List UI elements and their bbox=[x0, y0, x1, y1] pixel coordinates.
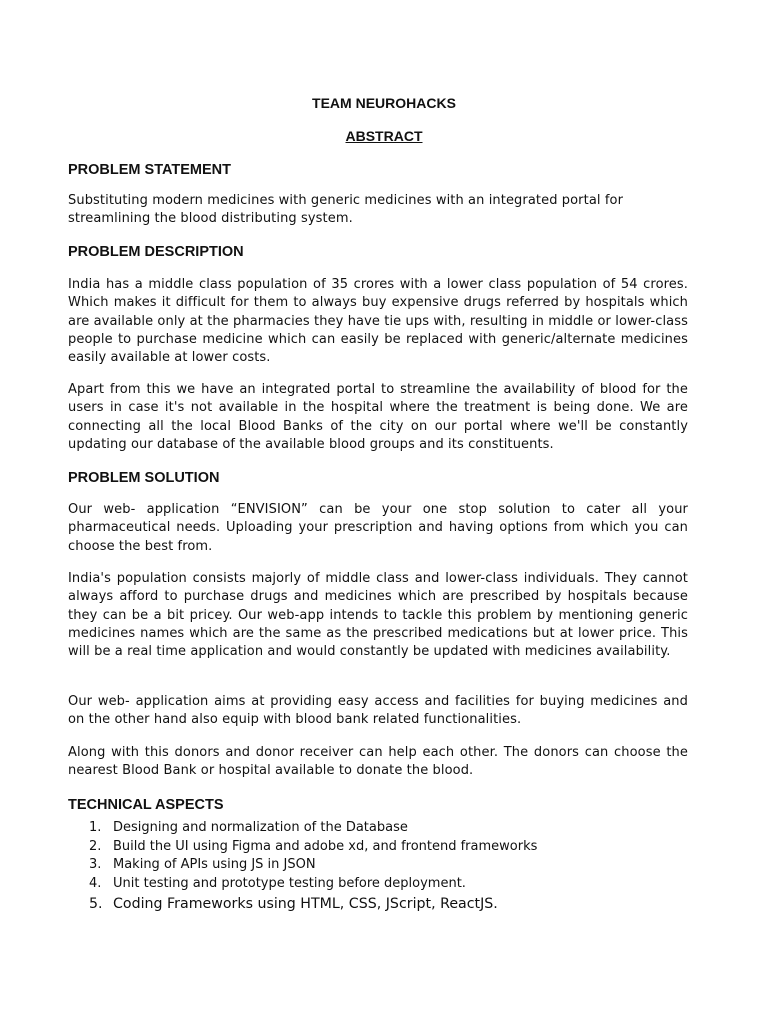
list-item-text: Designing and normalization of the Database bbox=[113, 820, 408, 835]
problem-solution-paragraph-2: India's population consists majorly of middle class and lower-class individuals. They cannot always afford to purchase drugs and medicines which are prescribed by hospitals because they can be a bit pricey. Our web-app intends to tackle this problem by mentioning generic medicines names which are the same as the prescribed medications but at lower price. This will be a real time application and would constantly be updated with medicines availability. bbox=[68, 571, 688, 660]
problem-solution-heading: PROBLEM SOLUTION bbox=[68, 470, 220, 486]
list-item-number: 5. bbox=[89, 896, 103, 913]
technical-aspects-list bbox=[68, 819, 688, 915]
problem-solution-paragraph-3: Our web- application aims at providing easy access and facilities for buying medicines and on the other hand also equip with blood bank related functionalities. bbox=[68, 694, 688, 728]
abstract-title bbox=[0, 127, 768, 145]
problem-solution-paragraph-1: Our web- application “ENVISION” can be your one stop solution to cater all your pharmaceutical needs. Uploading your prescription and having options from which you can choose the best from. bbox=[68, 502, 688, 554]
list-item-text: Making of APIs using JS in JSON bbox=[113, 857, 316, 873]
list-item-text: Unit testing and prototype testing before deployment. bbox=[113, 875, 466, 891]
list-item bbox=[68, 838, 688, 857]
problem-statement-paragraph: Substituting modern medicines with generic medicines with an integrated portal for streamlining the blood distributing system. bbox=[68, 193, 624, 227]
list-item-number: 2. bbox=[89, 838, 102, 854]
list-item bbox=[68, 875, 688, 894]
list-item bbox=[68, 819, 688, 838]
list-item bbox=[68, 856, 688, 875]
list-item-number: 1. bbox=[89, 820, 102, 835]
list-item-number: 3. bbox=[89, 857, 102, 873]
problem-description-heading: PROBLEM DESCRIPTION bbox=[68, 244, 244, 260]
list-item bbox=[68, 893, 688, 915]
list-item-text: Coding Frameworks using HTML, CSS, JScript, ReactJS. bbox=[113, 896, 498, 913]
technical-aspects-heading: TECHNICAL ASPECTS bbox=[68, 797, 224, 813]
list-item-number: 4. bbox=[89, 875, 102, 891]
team-title: TEAM NEUROHACKS bbox=[312, 95, 456, 111]
problem-statement-heading: PROBLEM STATEMENT bbox=[68, 162, 231, 178]
abstract-title-text: ABSTRACT bbox=[345, 128, 423, 144]
problem-description-paragraph-2: Apart from this we have an integrated portal to streamline the availability of blood for the users in case it's not available in the hospital where the treatment is being done. We are connecting all the local Blood Banks of the city on our portal where we'll be constantly updating our database of the available blood groups and its constituents. bbox=[68, 382, 688, 452]
list-item-text: Build the UI using Figma and adobe xd, and frontend frameworks bbox=[113, 838, 538, 854]
problem-solution-paragraph-4: Along with this donors and donor receiver can help each other. The donors can choose the nearest Blood Bank or hospital available to donate the blood. bbox=[68, 745, 688, 779]
problem-description-paragraph-1: India has a middle class population of 35 crores with a lower class population of 54 crores. Which makes it difficult for them to always buy expensive drugs referred by hospitals which are available only at the pharmacies they have tie ups with, resulting in middle or lower-class people to purchase medicine which can easily be replaced with generic/alternate medicines easily available at lower costs. bbox=[68, 277, 688, 366]
